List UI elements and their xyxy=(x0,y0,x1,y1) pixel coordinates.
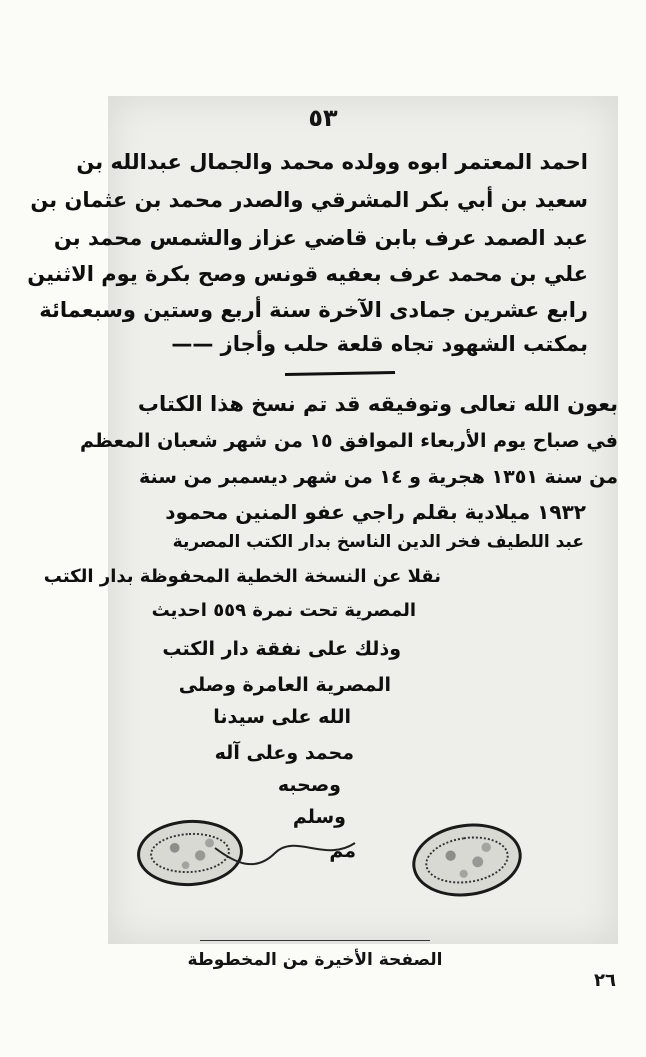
manuscript-page-number: ٥٣ xyxy=(308,104,338,132)
copyist-line: في صباح يوم الأربعاء الموافق ١٥ من شهر شعبان المعظم xyxy=(80,430,618,452)
colophon-line: احمد المعتمر ابوه وولده محمد والجمال عبدالله بن xyxy=(76,150,588,174)
copyist-line: بعون الله تعالى وتوفيقه قد تم نسخ هذا الكتاب xyxy=(137,392,618,416)
copyist-line: وسلم xyxy=(292,806,346,828)
copyist-line: وصحبه xyxy=(277,774,341,796)
copyist-line: المصرية تحت نمرة ٥٥٩ احديث xyxy=(151,600,416,621)
figure-caption: الصفحة الأخيرة من المخطوطة xyxy=(187,950,443,970)
page-number: ٢٦ xyxy=(594,970,616,991)
colophon-line: سعيد بن أبي بكر المشرقي والصدر محمد بن عثمان بن xyxy=(30,188,588,212)
colophon-line: رابع عشرين جمادى الآخرة سنة أربع وستين وسبعمائة xyxy=(39,298,588,322)
copyist-line: ١٩٣٢ ميلادية بقلم راجي عفو المنين محمود xyxy=(165,500,586,524)
copyist-line: المصرية العامرة وصلى xyxy=(178,674,391,696)
copyist-line: مم xyxy=(329,840,356,862)
colophon-line: بمكتب الشهود تجاه قلعة حلب وأجاز —— xyxy=(171,332,588,356)
signature-flourish xyxy=(205,823,365,883)
copyist-line: محمد وعلى آله xyxy=(214,742,354,764)
copyist-line: من سنة ١٣٥١ هجرية و ١٤ من شهر ديسمبر من سنة xyxy=(139,466,618,488)
copyist-line: وذلك على نفقة دار الكتب xyxy=(162,638,401,660)
copyist-line: عبد اللطيف فخر الدين الناسخ بدار الكتب المصرية xyxy=(172,532,584,552)
colophon-line: علي بن محمد عرف بعفيه قونس وصح بكرة يوم الاثنين xyxy=(27,262,588,286)
caption-rule xyxy=(200,940,430,941)
copyist-line: نقلا عن النسخة الخطية المحفوظة بدار الكتب xyxy=(43,566,441,587)
colophon-line: عبد الصمد عرف بابن قاضي عزاز والشمس محمد بن xyxy=(53,226,588,250)
copyist-line: الله على سيدنا xyxy=(213,706,351,728)
